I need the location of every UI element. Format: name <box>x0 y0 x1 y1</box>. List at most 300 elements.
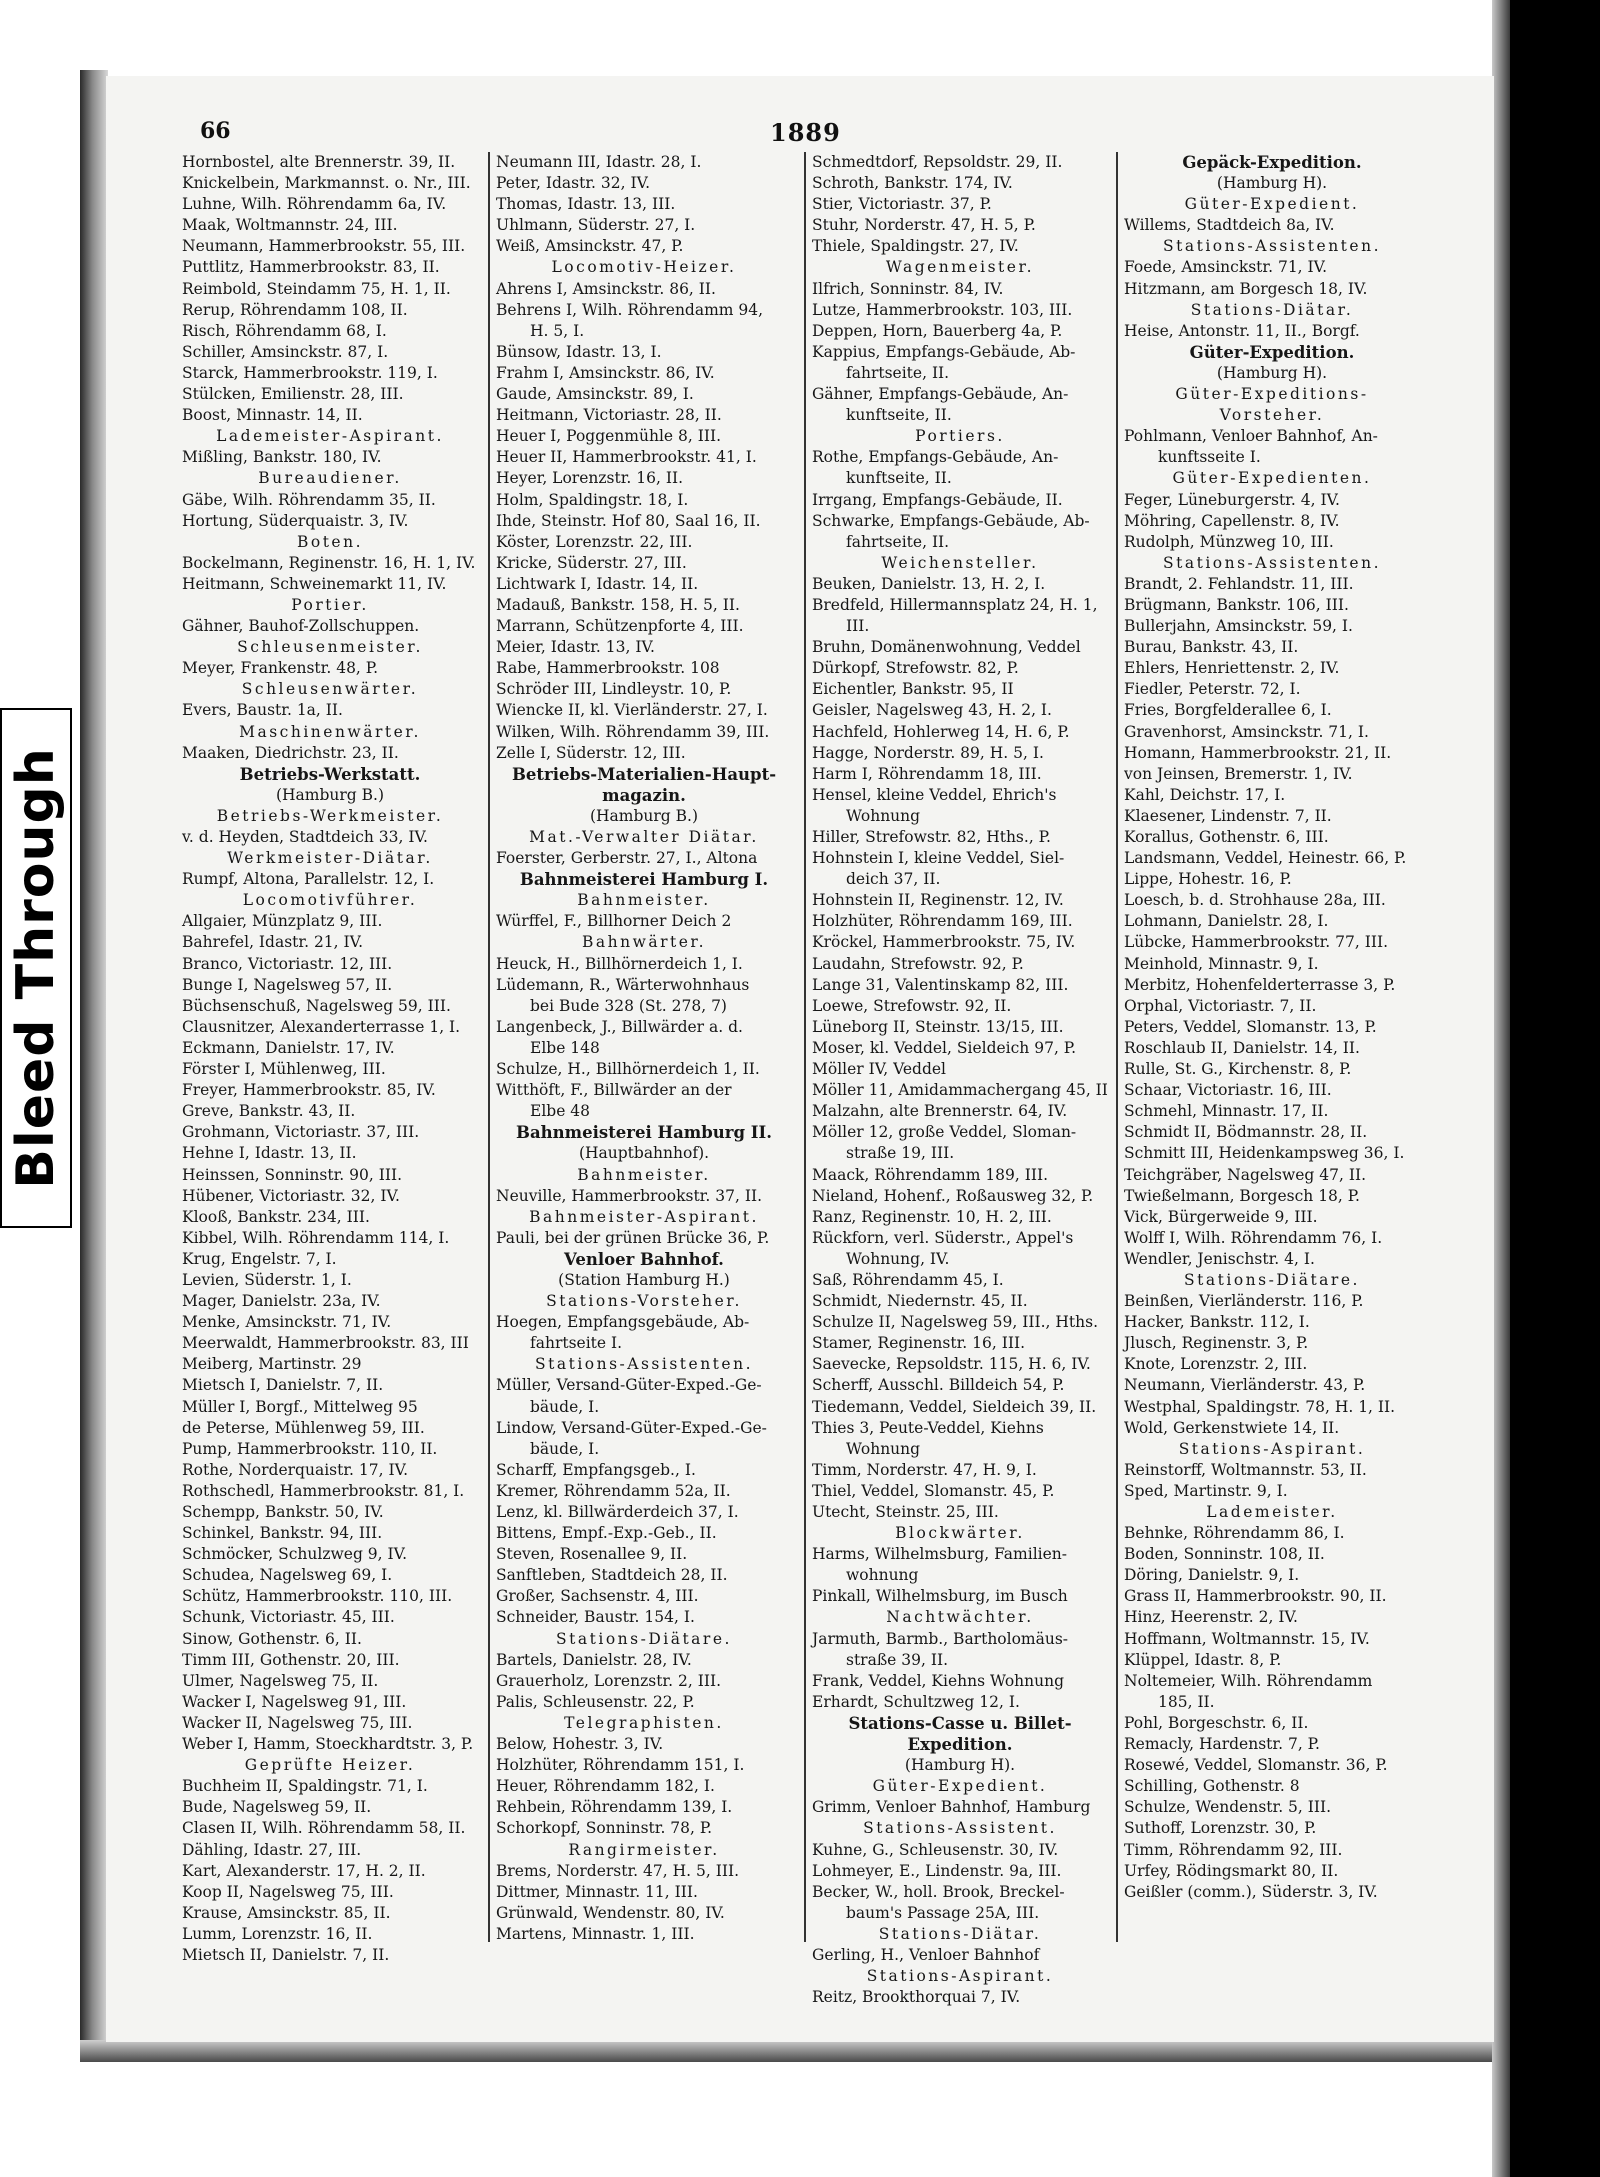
directory-entry: Sanftleben, Stadtdeich 28, II. <box>496 1566 728 1585</box>
directory-entry: Grass II, Hammerbrookstr. 90, II. <box>1124 1587 1387 1606</box>
section-heading: Stations-Diätare. <box>1184 1270 1360 1289</box>
directory-entry: Wendler, Jenischstr. 4, I. <box>1124 1249 1315 1268</box>
section-heading: Nachtwächter. <box>886 1608 1034 1627</box>
directory-entry: Schroth, Bankstr. 174, IV. <box>812 174 1013 193</box>
section-heading: Geprüfte Heizer. <box>244 1756 416 1775</box>
directory-entry: Großer, Sachsenstr. 4, III. <box>496 1587 699 1606</box>
directory-entry: Landsmann, Veddel, Heinestr. 66, P. <box>1124 849 1407 868</box>
directory-entry: Krug, Engelstr. 7, I. <box>182 1249 337 1268</box>
directory-entry: Fries, Borgfelderallee 6, I. <box>1124 701 1332 720</box>
directory-entry: Roschlaub II, Danielstr. 14, II. <box>1124 1038 1360 1057</box>
directory-entry: Foerster, Gerberstr. 27, I., Altona <box>496 849 758 868</box>
directory-entry: Hagge, Norderstr. 89, H. 5, I. <box>812 743 1044 762</box>
section-heading: Maschinenwärter. <box>239 722 421 741</box>
directory-entry: Hoffmann, Woltmannstr. 15, IV. <box>1124 1629 1370 1648</box>
directory-entry: Schulze II, Nagelsweg 59, III., Hths. <box>812 1313 1099 1332</box>
directory-entry: Scharff, Empfangsgeb., I. <box>496 1460 696 1479</box>
directory-entry: Grauerholz, Lorenzstr. 2, III. <box>496 1671 721 1690</box>
directory-entry: Lüdemann, R., Wärterwohnhaus <box>496 975 750 994</box>
directory-entry: Rehbein, Röhrendamm 139, I. <box>496 1798 733 1817</box>
directory-entry: Schinkel, Bankstr. 94, III. <box>182 1524 383 1543</box>
directory-entry: Tiedemann, Veddel, Sieldeich 39, II. <box>812 1397 1097 1416</box>
directory-column-1 <box>182 152 478 1964</box>
directory-entry: Pohlmann, Venloer Bahnhof, An- <box>1124 427 1378 446</box>
directory-entry: Scherff, Ausschl. Billdeich 54, P. <box>812 1376 1065 1395</box>
directory-entry: Loesch, b. d. Strohhause 28a, III. <box>1124 891 1386 910</box>
directory-entry: Hohnstein I, kleine Veddel, Siel- <box>812 849 1065 868</box>
directory-entry: Schiller, Amsinckstr. 87, I. <box>182 342 389 361</box>
department-heading: Stations-Casse u. Billet- <box>848 1713 1072 1733</box>
directory-entry: Mietsch I, Danielstr. 7, II. <box>182 1376 384 1395</box>
directory-entry: Hacker, Bankstr. 112, I. <box>1124 1313 1310 1332</box>
section-heading: Stations-Assistenten. <box>535 1355 753 1374</box>
directory-entry: Meerwaldt, Hammerbrookstr. 83, III <box>182 1334 469 1353</box>
directory-entry: Ulmer, Nagelsweg 75, II. <box>182 1671 379 1690</box>
directory-entry: v. d. Heyden, Stadtdeich 33, IV. <box>182 828 428 846</box>
directory-entry: Timm, Röhrendamm 92, III. <box>1124 1840 1343 1859</box>
directory-entry: Starck, Hammerbrookstr. 119, I. <box>182 363 438 382</box>
directory-entry: Maaken, Diedrichstr. 23, II. <box>182 743 399 762</box>
directory-column-4 <box>1124 152 1420 1942</box>
directory-entry: Schudea, Nagelsweg 69, I. <box>182 1566 393 1585</box>
directory-entry: Risch, Röhrendamm 68, I. <box>182 321 387 340</box>
scan-right-margin <box>1510 0 1600 2177</box>
directory-entry: Schmitt III, Heidenkampsweg 36, I. <box>1124 1144 1405 1163</box>
directory-entry: Brems, Norderstr. 47, H. 5, III. <box>496 1861 739 1880</box>
directory-entry: Kuhne, G., Schleusenstr. 30, IV. <box>812 1840 1059 1859</box>
directory-entry: Schaar, Victoriastr. 16, III. <box>1124 1081 1332 1100</box>
directory-entry: Willems, Stadtdeich 8a, IV. <box>1124 216 1335 235</box>
directory-entry: Müller I, Borgf., Mittelweg 95 <box>182 1397 418 1416</box>
section-heading: Bahnmeister. <box>577 1165 711 1184</box>
directory-entry: von Jeinsen, Bremerstr. 1, IV. <box>1124 764 1353 783</box>
directory-entry: Orphal, Victoriastr. 7, II. <box>1124 996 1317 1015</box>
directory-entry: Lindow, Versand-Güter-Exped.-Ge- <box>496 1418 767 1437</box>
entry-continuation: wohnung <box>846 1566 919 1585</box>
directory-entry: Branco, Victoriastr. 12, III. <box>182 954 393 973</box>
section-heading: Güter-Expedient. <box>1184 195 1360 214</box>
directory-entry: Timm, Norderstr. 47, H. 9, I. <box>812 1460 1037 1479</box>
directory-entry: Kahl, Deichstr. 17, I. <box>1124 785 1286 804</box>
directory-entry: Deppen, Horn, Bauerberg 4a, P. <box>812 321 1063 340</box>
directory-entry: Bullerjahn, Amsinckstr. 59, I. <box>1124 617 1353 636</box>
entry-continuation: bäude, I. <box>530 1439 600 1458</box>
section-heading: Bahnmeister. <box>577 891 711 910</box>
entry-continuation: Elbe 48 <box>530 1102 591 1121</box>
entry-continuation: straße 39, II. <box>846 1650 949 1669</box>
entry-continuation: H. 5, I. <box>530 321 585 340</box>
directory-entry: Thies 3, Peute-Veddel, Kiehns <box>812 1418 1044 1437</box>
department-heading: Betriebs-Werkstatt. <box>239 764 421 784</box>
directory-entry: Harm I, Röhrendamm 18, III. <box>812 764 1042 783</box>
directory-entry: Hitzmann, am Borgesch 18, IV. <box>1124 279 1368 298</box>
directory-entry: Feger, Lüneburgerstr. 4, IV. <box>1124 490 1340 509</box>
directory-entry: Holm, Spaldingstr. 18, I. <box>496 490 689 509</box>
department-heading: Betriebs-Materialien-Haupt- <box>511 764 777 784</box>
directory-entry: Homann, Hammerbrookstr. 21, II. <box>1124 743 1392 762</box>
directory-entry: Vick, Bürgerweide 9, III. <box>1124 1207 1318 1226</box>
directory-entry: Ihde, Steinstr. Hof 80, Saal 16, II. <box>496 511 761 530</box>
entry-continuation: kunftsseite I. <box>1158 448 1261 467</box>
directory-entry: Neumann, Vierländerstr. 43, P. <box>1124 1376 1366 1395</box>
directory-entry: Knote, Lorenzstr. 2, III. <box>1124 1355 1308 1374</box>
directory-entry: Heyer, Lorenzstr. 16, II. <box>496 469 684 488</box>
directory-entry: Wacker II, Nagelsweg 75, III. <box>182 1713 413 1732</box>
directory-entry: Reinstorff, Woltmannstr. 53, II. <box>1124 1460 1367 1479</box>
directory-entry: Heitmann, Victoriastr. 28, II. <box>496 406 722 425</box>
directory-entry: Steven, Rosenallee 9, II. <box>496 1545 688 1564</box>
section-heading: Schleusenwärter. <box>241 680 419 699</box>
directory-entry: Brügmann, Bankstr. 106, III. <box>1124 595 1349 614</box>
directory-entry: Geisler, Nagelsweg 43, H. 2, I. <box>812 701 1052 720</box>
directory-entry: Heinssen, Sonninstr. 90, III. <box>182 1165 403 1184</box>
directory-entry: Remacly, Hardenstr. 7, P. <box>1124 1735 1320 1754</box>
section-heading: Güter-Expedienten. <box>1172 469 1372 488</box>
directory-entry: Mißling, Bankstr. 180, IV. <box>182 448 382 467</box>
entry-continuation: fahrtseite I. <box>530 1334 623 1353</box>
directory-entry: Grimm, Venloer Bahnhof, Hamburg <box>812 1798 1091 1817</box>
directory-entry: Wolff I, Wilh. Röhrendamm 76, I. <box>1124 1228 1383 1247</box>
directory-entry: Döring, Danielstr. 9, I. <box>1124 1566 1300 1585</box>
directory-entry: Gähner, Bauhof-Zollschuppen. <box>182 617 420 636</box>
directory-entry: Stier, Victoriastr. 37, P. <box>812 195 992 214</box>
column-divider <box>804 152 806 1942</box>
directory-entry: Lippe, Hohestr. 16, P. <box>1124 870 1292 889</box>
section-heading: Rangirmeister. <box>568 1840 720 1859</box>
directory-entry: Langenbeck, J., Billwärder a. d. <box>496 1017 743 1036</box>
directory-entry: Neumann, Hammerbrookstr. 55, III. <box>182 237 466 256</box>
directory-entry: Gerling, H., Venloer Bahnhof <box>812 1945 1040 1964</box>
directory-entry: Teichgräber, Nagelsweg 47, II. <box>1124 1165 1367 1184</box>
section-heading: Bureaudiener. <box>258 469 402 488</box>
directory-entry: Stülcken, Emilienstr. 28, III. <box>182 385 404 404</box>
directory-entry: Büchsenschuß, Nagelsweg 59, III. <box>182 996 451 1015</box>
directory-entry: Wold, Gerkenstwiete 14, II. <box>1124 1418 1340 1437</box>
directory-entry: Ahrens I, Amsinckstr. 86, II. <box>496 279 716 298</box>
section-heading: Vorsteher. <box>1219 406 1325 425</box>
directory-entry: Twießelmann, Borgesch 18, P. <box>1124 1186 1360 1205</box>
directory-entry: Laudahn, Strefowstr. 92, P. <box>812 954 1024 973</box>
entry-continuation: baum's Passage 25A, III. <box>846 1903 1040 1922</box>
directory-entry: Bahrefel, Idastr. 21, IV. <box>182 933 364 952</box>
section-heading: Boten. <box>296 532 364 551</box>
directory-entry: Gäbe, Wilh. Röhrendamm 35, II. <box>182 490 436 509</box>
directory-entry: Luhne, Wilh. Röhrendamm 6a, IV. <box>182 195 447 214</box>
directory-entry: Möller 11, Amidammachergang 45, II <box>812 1081 1108 1100</box>
section-heading: Blockwärter. <box>895 1524 1025 1543</box>
directory-entry: Irrgang, Empfangs-Gebäude, II. <box>812 490 1063 509</box>
section-heading: Stations-Assistent. <box>863 1819 1057 1838</box>
directory-entry: Noltemeier, Wilh. Röhrendamm <box>1124 1671 1373 1690</box>
entry-continuation: deich 37, II. <box>846 870 941 889</box>
section-heading: Portiers. <box>915 427 1005 446</box>
department-subtitle: (Hamburg H). <box>904 1756 1016 1775</box>
directory-entry: Suthoff, Lorenzstr. 30, P. <box>1124 1819 1317 1838</box>
directory-entry: Grohmann, Victoriastr. 37, III. <box>182 1123 420 1142</box>
directory-entry: Schmedtdorf, Repsoldstr. 29, II. <box>812 153 1063 171</box>
directory-entry: Neumann III, Idastr. 28, I. <box>496 153 702 171</box>
directory-entry: Clasen II, Wilh. Röhrendamm 58, II. <box>182 1819 466 1838</box>
directory-column-2 <box>496 152 792 1942</box>
directory-entry: Hortung, Süderquaistr. 3, IV. <box>182 511 409 530</box>
directory-entry: Lenz, kl. Billwärderdeich 37, I. <box>496 1503 739 1521</box>
directory-entry: Sped, Martinstr. 9, I. <box>1124 1481 1288 1500</box>
department-subtitle: (Hamburg B.) <box>275 785 385 804</box>
directory-entry: Ilfrich, Sonninstr. 84, IV. <box>812 279 1004 298</box>
directory-entry: de Peterse, Mühlenweg 59, III. <box>182 1418 425 1437</box>
directory-entry: Holzhüter, Röhrendamm 151, I. <box>496 1756 745 1775</box>
section-heading: Lademeister-Aspirant. <box>216 427 444 446</box>
directory-entry: Reitz, Brookthorquai 7, IV. <box>812 1988 1021 2007</box>
entry-continuation: kunftseite, II. <box>846 469 952 488</box>
directory-entry: Rulle, St. G., Kirchenstr. 8, P. <box>1124 1060 1352 1079</box>
department-heading: Expedition. <box>907 1735 1013 1755</box>
directory-entry: Dürkopf, Strefowstr. 82, P. <box>812 659 1019 678</box>
directory-entry: Meinhold, Minnastr. 9, I. <box>1124 954 1319 973</box>
entry-continuation: kunftseite, II. <box>846 406 952 425</box>
directory-entry: Rerup, Röhrendamm 108, II. <box>182 300 408 319</box>
directory-entry: Urfey, Rödingsmarkt 80, II. <box>1124 1861 1339 1880</box>
column-divider <box>488 152 490 1942</box>
directory-entry: Ranz, Reginenstr. 10, H. 2, III. <box>812 1207 1052 1226</box>
directory-entry: Buchheim II, Spaldingstr. 71, I. <box>182 1777 428 1796</box>
directory-entry: Martens, Minnastr. 1, III. <box>496 1924 695 1943</box>
directory-entry: Rudolph, Münzweg 10, III. <box>1124 532 1334 551</box>
section-heading: Schleusenmeister. <box>237 638 423 657</box>
directory-entry: Pauli, bei der grünen Brücke 36, P. <box>496 1228 770 1247</box>
section-heading: Güter-Expeditions- <box>1175 385 1369 404</box>
directory-entry: Schmidt, Niedernstr. 45, II. <box>812 1292 1028 1311</box>
directory-entry: Meier, Idastr. 13, IV. <box>496 638 655 657</box>
directory-entry: Klaesener, Lindenstr. 7, II. <box>1124 806 1332 825</box>
directory-entry: Heitmann, Schweinemarkt 11, IV. <box>182 574 447 593</box>
section-heading: Portier. <box>291 595 369 614</box>
directory-entry: Mietsch II, Danielstr. 7, II. <box>182 1945 390 1964</box>
directory-entry: Frahm I, Amsinckstr. 86, IV. <box>496 363 715 382</box>
directory-entry: Bude, Nagelsweg 59, II. <box>182 1798 372 1817</box>
directory-entry: Sinow, Gothenstr. 6, II. <box>182 1629 362 1648</box>
directory-entry: Hoegen, Empfangsgebäude, Ab- <box>496 1313 750 1332</box>
section-heading: Betriebs-Werkmeister. <box>216 806 444 825</box>
directory-entry: Fiedler, Peterstr. 72, I. <box>1124 680 1301 699</box>
directory-entry: Bredfeld, Hillermannsplatz 24, H. 1, <box>812 595 1098 614</box>
directory-entry: Lohmann, Danielstr. 28, I. <box>1124 912 1329 931</box>
directory-entry: Kröckel, Hammerbrookstr. 75, IV. <box>812 933 1076 952</box>
directory-entry: Schulze, H., Billhörnerdeich 1, II. <box>496 1060 760 1079</box>
section-heading: Lademeister. <box>1206 1503 1338 1521</box>
directory-entry: Koop II, Nagelsweg 75, III. <box>182 1882 394 1901</box>
directory-entry: Rosewé, Veddel, Slomanstr. 36, P. <box>1124 1756 1388 1775</box>
directory-entry: Schulze, Wendenstr. 5, III. <box>1124 1798 1332 1817</box>
entry-continuation: bei Bude 328 (St. 278, 7) <box>530 996 727 1015</box>
directory-entry: Mager, Danielstr. 23a, IV. <box>182 1292 381 1311</box>
section-heading: Mat.-Verwalter Diätar. <box>529 828 759 846</box>
directory-entry: Schmöcker, Schulzweg 9, IV. <box>182 1545 408 1564</box>
entry-continuation: straße 19, III. <box>846 1144 955 1163</box>
directory-entry: Rothe, Norderquaistr. 17, IV. <box>182 1460 409 1479</box>
section-heading: Wagenmeister. <box>885 258 1035 277</box>
directory-entry: Schwarke, Empfangs-Gebäude, Ab- <box>812 511 1090 530</box>
directory-entry: Freyer, Hammerbrookstr. 85, IV. <box>182 1081 436 1100</box>
directory-entry: Saevecke, Repsoldstr. 115, H. 6, IV. <box>812 1355 1091 1374</box>
directory-entry: Maack, Röhrendamm 189, III. <box>812 1165 1049 1184</box>
directory-entry: Behnke, Röhrendamm 86, I. <box>1124 1524 1345 1543</box>
section-heading: Stations-Assistenten. <box>1163 237 1381 256</box>
directory-entry: Heuer II, Hammerbrookstr. 41, I. <box>496 448 757 467</box>
directory-entry: Meyer, Frankenstr. 48, P. <box>182 659 379 678</box>
directory-entry: Menke, Amsinckstr. 71, IV. <box>182 1313 392 1332</box>
directory-entry: Klüppel, Idastr. 8, P. <box>1124 1650 1282 1669</box>
directory-entry: Kremer, Röhrendamm 52a, II. <box>496 1481 731 1500</box>
directory-entry: Wiencke II, kl. Vierländerstr. 27, I. <box>496 701 768 720</box>
directory-entry: Beinßen, Vierländerstr. 116, P. <box>1124 1292 1364 1311</box>
page-number: 66 <box>200 118 231 144</box>
directory-entry: Beuken, Danielstr. 13, H. 2, I. <box>812 574 1046 593</box>
entry-continuation: fahrtseite, II. <box>846 532 950 551</box>
directory-entry: Hornbostel, alte Brennerstr. 39, II. <box>182 153 456 171</box>
directory-entry: Meiberg, Martinstr. 29 <box>182 1355 362 1374</box>
directory-entry: Dähling, Idastr. 27, III. <box>182 1840 362 1859</box>
directory-entry: Jlusch, Reginenstr. 3, P. <box>1124 1334 1309 1353</box>
page-right-edge <box>1492 0 1510 2177</box>
directory-entry: Westphal, Spaldingstr. 78, H. 1, II. <box>1124 1397 1396 1416</box>
directory-entry: Heuer I, Poggenmühle 8, III. <box>496 427 722 446</box>
directory-entry: Merbitz, Hohenfelderterrasse 3, P. <box>1124 975 1396 994</box>
directory-entry: Frank, Veddel, Kiehns Wohnung <box>812 1671 1065 1690</box>
directory-entry: Kibbel, Wilh. Röhrendamm 114, I. <box>182 1228 450 1247</box>
section-heading: Stations-Assistenten. <box>1163 553 1381 572</box>
department-subtitle: (Hamburg H). <box>1216 363 1328 382</box>
column-divider <box>1116 152 1118 1942</box>
directory-entry: Levien, Süderstr. 1, I. <box>182 1270 352 1289</box>
directory-entry: Stuhr, Norderstr. 47, H. 5, P. <box>812 216 1036 235</box>
directory-entry: Evers, Baustr. 1a, II. <box>182 701 343 720</box>
directory-entry: Becker, W., holl. Brook, Breckel- <box>812 1882 1065 1901</box>
entry-continuation: bäude, I. <box>530 1397 600 1416</box>
directory-entry: Rückforn, verl. Süderstr., Appel's <box>812 1228 1074 1247</box>
directory-entry: Schunk, Victoriastr. 45, III. <box>182 1608 395 1627</box>
directory-entry: Bartels, Danielstr. 28, IV. <box>496 1650 692 1669</box>
directory-entry: Möhring, Capellenstr. 8, IV. <box>1124 511 1340 530</box>
directory-entry: Brandt, 2. Fehlandstr. 11, III. <box>1124 574 1354 593</box>
directory-entry: Schorkopf, Sonninstr. 78, P. <box>496 1819 713 1838</box>
directory-entry: Kart, Alexanderstr. 17, H. 2, II. <box>182 1861 426 1880</box>
page-year: 1889 <box>770 118 841 147</box>
directory-entry: Peter, Idastr. 32, IV. <box>496 174 651 193</box>
directory-entry: Wilken, Wilh. Röhrendamm 39, III. <box>496 722 770 741</box>
directory-entry: Gravenhorst, Amsinckstr. 71, I. <box>1124 722 1369 741</box>
department-heading: Bahnmeisterei Hamburg I. <box>519 870 769 890</box>
directory-entry: Holzhüter, Röhrendamm 169, III. <box>812 912 1073 931</box>
directory-entry: Moser, kl. Veddel, Sieldeich 97, P. <box>812 1038 1077 1057</box>
directory-entry: Timm III, Gothenstr. 20, III. <box>182 1650 400 1669</box>
directory-entry: Heuck, H., Billhörnerdeich 1, I. <box>496 954 743 973</box>
department-subtitle: (Hauptbahnhof). <box>578 1144 710 1163</box>
directory-entry: Saß, Röhrendamm 45, I. <box>812 1270 1004 1289</box>
directory-entry: Lumm, Lorenzstr. 16, II. <box>182 1924 373 1943</box>
directory-entry: Lübcke, Hammerbrookstr. 77, III. <box>1124 933 1389 952</box>
directory-entry: Schneider, Baustr. 154, I. <box>496 1608 695 1627</box>
directory-entry: Behrens I, Wilh. Röhrendamm 94, <box>496 300 764 319</box>
directory-entry: Below, Hohestr. 3, IV. <box>496 1735 664 1754</box>
section-heading: Stations-Diätar. <box>1190 300 1354 319</box>
directory-entry: Clausnitzer, Alexanderterrasse 1, I. <box>182 1017 461 1036</box>
directory-entry: Allgaier, Münzplatz 9, III. <box>182 912 383 931</box>
directory-entry: Lohmeyer, E., Lindenstr. 9a, III. <box>812 1861 1062 1880</box>
directory-entry: Zelle I, Süderstr. 12, III. <box>496 743 686 762</box>
directory-entry: Klooß, Bankstr. 234, III. <box>182 1207 370 1226</box>
directory-entry: Rabe, Hammerbrookstr. 108 <box>496 659 720 678</box>
directory-entry: Förster I, Mühlenweg, III. <box>182 1060 386 1079</box>
directory-entry: Pump, Hammerbrookstr. 110, II. <box>182 1439 438 1458</box>
directory-entry: Wacker I, Nagelsweg 91, III. <box>182 1692 407 1711</box>
book-gutter-shadow <box>80 70 108 2060</box>
directory-entry: Weber I, Hamm, Stoeckhardtstr. 3, P. <box>182 1735 474 1754</box>
directory-entry: Kappius, Empfangs-Gebäude, Ab- <box>812 342 1076 361</box>
section-heading: Locomotiv-Heizer. <box>551 258 737 277</box>
entry-continuation: III. <box>846 617 870 636</box>
directory-entry: Dittmer, Minnastr. 11, III. <box>496 1882 698 1901</box>
directory-entry: Neuville, Hammerbrookstr. 37, II. <box>496 1186 762 1205</box>
directory-entry: Müller, Versand-Güter-Exped.-Ge- <box>496 1376 762 1395</box>
directory-entry: Thiele, Spaldingstr. 27, IV. <box>812 237 1019 256</box>
department-heading: magazin. <box>602 785 686 805</box>
directory-entry: Bruhn, Domänenwohnung, Veddel <box>812 638 1081 657</box>
directory-entry: Boden, Sonninstr. 108, II. <box>1124 1545 1325 1564</box>
directory-entry: Utecht, Steinstr. 25, III. <box>812 1503 999 1521</box>
directory-entry: Rothschedl, Hammerbrookstr. 81, I. <box>182 1481 465 1500</box>
directory-entry: Schmehl, Minnastr. 17, II. <box>1124 1102 1329 1121</box>
directory-entry: Hachfeld, Hohlerweg 14, H. 6, P. <box>812 722 1070 741</box>
directory-entry: Schütz, Hammerbrookstr. 110, III. <box>182 1587 453 1606</box>
directory-entry: Kricke, Süderstr. 27, III. <box>496 553 687 572</box>
directory-entry: Schilling, Gothenstr. 8 <box>1124 1777 1300 1796</box>
directory-entry: Marrann, Schützenpforte 4, III. <box>496 617 744 636</box>
directory-entry: Hensel, kleine Veddel, Ehrich's <box>812 785 1057 804</box>
section-heading: Weichensteller. <box>881 553 1039 572</box>
directory-entry: Thiel, Veddel, Slomanstr. 45, P. <box>812 1481 1055 1500</box>
directory-entry: Schröder III, Lindleystr. 10, P. <box>496 680 732 699</box>
entry-continuation: Wohnung <box>846 806 921 825</box>
entry-continuation: 185, II. <box>1158 1692 1215 1711</box>
directory-entry: Eckmann, Danielstr. 17, IV. <box>182 1038 395 1057</box>
directory-entry: Boost, Minnastr. 14, II. <box>182 406 363 425</box>
section-heading: Stations-Aspirant. <box>866 1967 1054 1986</box>
directory-entry: Ehlers, Henriettenstr. 2, IV. <box>1124 659 1340 678</box>
directory-entry: Bünsow, Idastr. 13, I. <box>496 342 662 361</box>
department-heading: Venloer Bahnhof. <box>564 1249 724 1269</box>
entry-continuation: Wohnung, IV. <box>846 1249 950 1268</box>
directory-entry: Schmidt II, Bödmannstr. 28, II. <box>1124 1123 1368 1142</box>
directory-entry: Foede, Amsinckstr. 71, IV. <box>1124 258 1328 277</box>
bleed-through-label: Bleed Through <box>6 747 66 1189</box>
directory-entry: Puttlitz, Hammerbrookstr. 83, II. <box>182 258 440 277</box>
directory-entry: Krause, Amsinckstr. 85, II. <box>182 1903 391 1922</box>
directory-entry: Jarmuth, Barmb., Bartholomäus- <box>812 1629 1069 1648</box>
directory-entry: Harms, Wilhelmsburg, Familien- <box>812 1545 1068 1564</box>
section-heading: Werkmeister-Diätar. <box>227 849 433 868</box>
directory-entry: Madauß, Bankstr. 158, H. 5, II. <box>496 595 740 614</box>
directory-entry: Hübener, Victoriastr. 32, IV. <box>182 1186 400 1205</box>
directory-entry: Grünwald, Wendenstr. 80, IV. <box>496 1903 725 1922</box>
directory-entry: Bittens, Empf.-Exp.-Geb., II. <box>496 1524 717 1543</box>
directory-entry: Pohl, Borgeschstr. 6, II. <box>1124 1713 1309 1732</box>
entry-continuation: Elbe 148 <box>530 1038 600 1057</box>
section-heading: Stations-Diätar. <box>878 1924 1042 1943</box>
directory-entry: Rothe, Empfangs-Gebäude, An- <box>812 448 1059 467</box>
department-subtitle: (Station Hamburg H.) <box>558 1270 730 1289</box>
directory-entry: Bunge I, Nagelsweg 57, II. <box>182 975 393 994</box>
